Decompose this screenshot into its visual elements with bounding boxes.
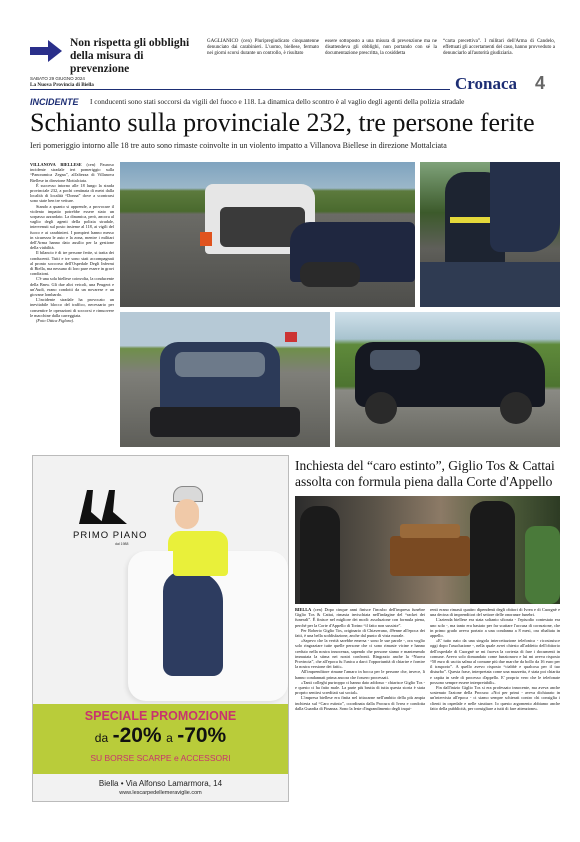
ad-website: www.lescarpedellemeraviglie.com xyxy=(119,790,202,796)
second-paragraph: «Tanti colleghi purtroppo ci hanno dato addosso - chiarisce Giglio Tos - e questo ci ha fatto male. La parte più brutta di tutta questa storia è stata proprio sentirsi screditati sui social». xyxy=(295,679,425,696)
teaser-col-1: GAGLIANICO (cen) Pluripregiudicato cinquantenne denunciato dai carabinieri. L'uomo, biellese, fermato nei giorni scorsi durante un controllo, è risultato xyxy=(207,39,319,56)
teaser-col-3: “carta precettiva”. I militari dell'Arma di Candelo, effettuati gli accertamenti del caso, hanno provveduto a denunciarlo all'autorità giudiziaria. xyxy=(443,39,555,56)
advertisement xyxy=(32,455,289,802)
article-summary: I conducenti sono stati soccorsi da vigili del fuoco e 118. La dinamica dello scontro è al vaglio degli agenti della polizia stradale xyxy=(90,97,465,106)
promo-from: da xyxy=(94,731,109,745)
section-title: Cronaca xyxy=(455,74,518,93)
photo-credit: (Foto Ottica Figlara). xyxy=(36,318,75,324)
second-paragraph: Fin dall'inizio Giglio Tos si era professato innocente, ma aveva anche sostenuto l'azione della Procura: «Noi per primi - aveva dichiarato in un'intervista all'epoca - ci siamo sempre schierati contro chi consiglia i clienti in ospedale e nelle strutture. Io questo argomento abbiamo anche fatto della pubblicità, per consigliare a tutti di fare attenzione». xyxy=(430,685,560,711)
promo-title: SPECIALE PROMOZIONE xyxy=(84,709,237,723)
article-paragraph: L'incidente stradale ha provocato un inevitabile blocco del traffico, necessario per consentire le operazioni di soccorsi e rimuovere le macchine dalla carreggiata. xyxy=(30,297,114,318)
model-figure-front xyxy=(153,531,273,696)
second-paragraph: All'imprenditore rimane l'amaro in bocca per le persone che, invece, li hanno condannati prima ancora che fossero processati. xyxy=(295,669,425,680)
article-subhead: Ieri pomeriggio intorno alle 18 tre auto sono rimaste coinvolte in un violento impatto a Villanova Biellese in direzione Mottalciata xyxy=(30,141,447,150)
second-paragraph: Per Roberto Giglio Tos, originario di Chiaverano, 49enne all'epoca dei fatti, è una bella soddisfazione, anche dal punto di vista morale. xyxy=(295,627,425,639)
discount-a: -20% xyxy=(112,724,162,747)
article-paragraph: Stando a quanto si apprende, a provocare il violento impatto potrebbe essere stato un sorpasso azzardato. La dinamica, però, ancora al vaglio degli agenti della polizia stradale, intervenuti sul posto insieme al 118, ai vigili del fuoco e ai carabinieri. I pompieri hanno messo in sicurezza le auto e la zona, mentre i militari dell'Arma hanno dato ausilio per la gestione della viabilità. xyxy=(30,203,114,251)
article-paragraph: C'è una sola biellese coinvolta, la conducente della Bmw. Gli due altri veicoli, una Peugeot e un'Audi, erano condotti da un novarese e un giovane lombardo. xyxy=(30,276,114,298)
article-paragraph: Il bilancio è di tre persone ferite, si tratta dei conducenti. Tutti e tre sono stati accompagnati al pronto soccorso dell'Ospedale Degli Infermi di Biella, ma nessuno di loro pare essere in gravi condizioni. xyxy=(30,250,114,277)
second-body-col-1 xyxy=(295,607,425,832)
second-paragraph: «E' tutto nato da una singola intercettazione telefonica - ricostruisce oggi dopo l'assoluzione -, nella quale avrei chiesto all'addetto dell'obitorio dell'ospedale di Cuorgnè se mi faceva la cortesia di fare i documenti in comune. Avevo solo domandato come funzionavo e lui mi aveva risposto “50 euro di uscita salma al comune più due marche da bollo da 16 euro per il trasporto”. A quello avevo risposto “ciabbè e qualcosa per il tuo disturbo”. Questa frase, interpretata come una mazzetta, è stata poi chiarita e capita in sede di processo d'appello. E' proprio vero che le telefonate possono sempre essere interpretabili». xyxy=(430,638,560,685)
promo-products: SU BORSE SCARPE e ACCESSORI xyxy=(90,753,231,763)
crash-photo-3 xyxy=(120,312,330,447)
promo-join: a xyxy=(166,731,173,745)
second-paragraph: renti erano rimasti quattro dipendenti degli obitori di Ivrea e di Cuorgnè e una decina di imprenditori del settore delle onoranze funebri. xyxy=(430,607,560,618)
article-paragraph: (cen) Pauroso incidente stradale ieri pomeriggio sulla “Panoramica Zegna”, all'altezza di Villanova Biellese in direzione Mottalciata. xyxy=(30,162,114,183)
second-paragraph: (cen) Dopo cinque anni finisce l'incubo dell'impresa funebre Giglio Tos & Cattai, rimasta invischiata nell'indagine del “racket dei funerali”. È finisce nel migliore dei modi: assoluzione con formula piena, perché per la Corte d'Appello di Torino “il fatto non sussiste”. xyxy=(295,607,425,628)
kicker-badge: INCIDENTE xyxy=(30,97,79,107)
second-headline: Inchiesta del “caro estinto”, Giglio Tos & Cattai assolta con formula piena dalla Corte d'Appello xyxy=(295,458,555,489)
crash-photo-2 xyxy=(420,162,560,307)
second-paragraph: «Sapevo che la verità sarebbe emersa - sono le sue parole -, ora voglio solo ringraziare tutte quelle persone che ci sono rimaste vicine e hanno creduto nella nostra innocenza, sapendo che persone siamo e mantenendo immutata la stima nei nostri confronti. Ringrazio anche la “Nuova Provincia”, che all'epoca fu l'unica a darci l'opportunità di chiarire e fornire la nostra versione dei fatti». xyxy=(295,638,425,670)
arrow-right-icon xyxy=(30,40,62,62)
page-date: SABATO 29 GIUGNO 2024 xyxy=(30,76,85,81)
second-body-col-2 xyxy=(430,607,560,832)
crash-photo-1 xyxy=(120,162,415,307)
shoe-logo-icon xyxy=(71,486,141,526)
funeral-photo xyxy=(295,496,560,604)
crash-photo-4 xyxy=(335,312,560,447)
ad-brand: PRIMO PIANO xyxy=(73,530,148,541)
discount-b: -70% xyxy=(177,724,227,747)
article-body xyxy=(30,162,114,457)
teaser-title: Non rispetta gli obblighi della misura di prevenzione xyxy=(70,37,190,75)
second-dateline: BIELLA xyxy=(295,607,312,612)
promo-discount xyxy=(33,724,288,748)
article-paragraph: È successo intorno alle 18 lungo la strada provinciale 232, a pochi centinaia di metri dalla località di località “Donna” dove a scontrarsi sono state ben tre vetture. xyxy=(30,182,114,204)
article-headline: Schianto sulla provinciale 232, tre persone ferite xyxy=(30,108,535,137)
second-paragraph: L'impresa biellese era finita nel tritacarne nell'ambito della più ampia inchiesta sul “Caro estinto”, coordinata dalla Procura di Ivrea e condotta dalla Guardia di Finanza. Sono la leste d'ingrandimento degli inqui- xyxy=(295,695,425,711)
ad-address: Biella • Via Alfonso Lamarmora, 14 xyxy=(98,779,223,788)
ad-brand-sub: dal 1988 xyxy=(115,542,129,546)
teaser xyxy=(30,37,560,75)
newspaper-name: La Nuova Provincia di Biella xyxy=(30,82,94,88)
article-dateline: VILLANOVA BIELLESE xyxy=(30,162,82,167)
page-number: 4 xyxy=(535,73,546,93)
teaser-col-2: essere sottoposto a una misura di prevenzione ma ne disattendeva gli obblighi, non portando con sé la documentazione prescritta, la cosiddetta xyxy=(325,39,437,56)
second-paragraph: L'azienda biellese era stata soltanto sfiorata - l'episodio contestato era uno solo -, ma tanto era bastato per far scattare l'accusa di corruzione, che in primo grado aveva portato a una condanna a 8 mesi, ora ribaltata in appello. xyxy=(430,617,560,639)
header-rule xyxy=(30,89,450,90)
